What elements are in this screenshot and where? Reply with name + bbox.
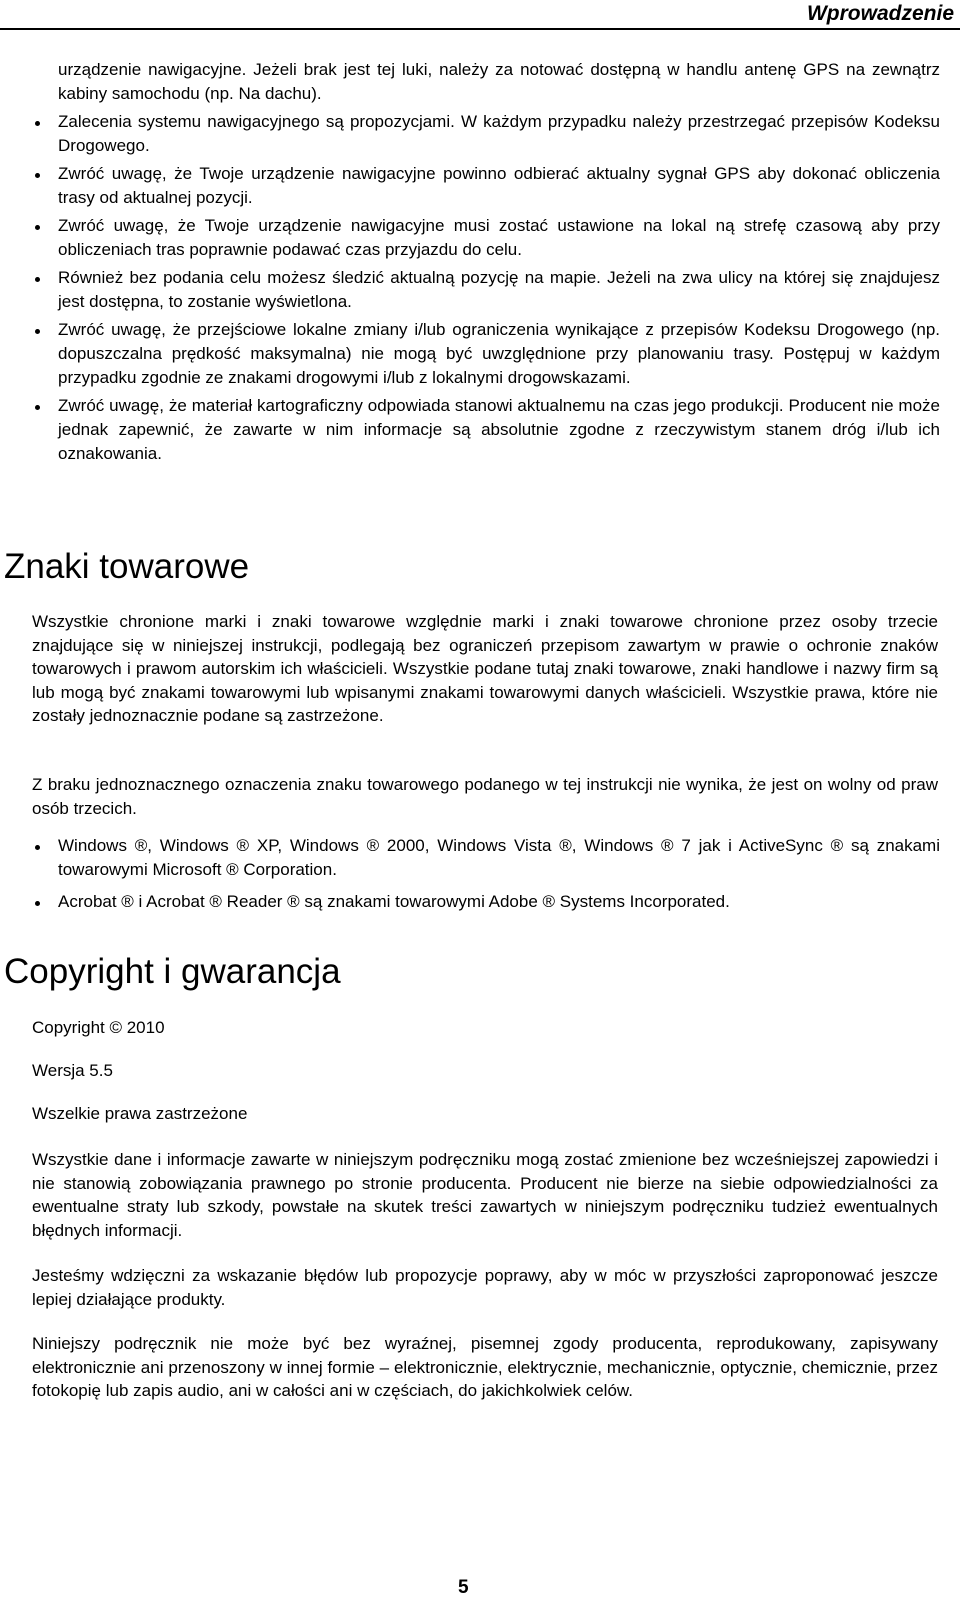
bullet-icon <box>35 845 40 850</box>
list-item <box>34 266 940 314</box>
bullet-icon <box>35 225 40 230</box>
list-item-text: Zalecenia systemu nawigacyjnego są propozycjami. W każdym przypadku należy przestrzegać przepisów Kodeksu Drogowego. <box>58 112 940 155</box>
list-item-text: Zwróć uwagę, że materiał kartograficzny odpowiada stanowi aktualnemu na czas jego produkcji. Producent nie może jednak zapewnić, że zawarte w nim informacje są absolutnie zgodne z rzeczywistym stanem dróg i/lub ich oznakowania. <box>58 396 940 463</box>
trademarks-paragraph: Wszystkie chronione marki i znaki towarowe względnie marki i znaki towarowe chronione przez osoby trzecie znajdujące się w niniejszej instrukcji, podlegają bez ograniczeń przepisom zawartym w prawie o ochronie znaków towarowych i prawom autorskim ich właścicieli. Wszystkie podane tutaj znaki towarowe, znaki handlowe i nazwy firm są lub mogą być znakami towarowymi lub wpisanymi znakami towarowymi danych właścicieli. Wszystkie prawa, które nie zostały jednoznacznie podane są zastrzeżone. <box>32 612 938 725</box>
trademarks-paragraph: Z braku jednoznacznego oznaczenia znaku towarowego podanego w tej instrukcji nie wynika, że jest on wolny od praw osób trzecich. <box>32 775 938 818</box>
top-bullet-list <box>34 58 940 470</box>
list-item-text: Również bez podania celu możesz śledzić aktualną pozycję na mapie. Jeżeli na zwa ulicy na której się znajdujesz jest dostępna, to zostanie wyświetlona. <box>58 268 940 311</box>
list-item-text: Zwróć uwagę, że Twoje urządzenie nawigacyjne musi zostać ustawione na lokal ną strefę czasową aby przy obliczeniach tras poprawnie podawać czas przyjazdu do celu. <box>58 216 940 259</box>
list-item <box>34 58 940 106</box>
trademark-list <box>34 834 940 923</box>
trademarks-heading: Znaki towarowe <box>4 547 250 586</box>
list-item <box>34 394 940 466</box>
version-line: Wersja 5.5 <box>32 1061 113 1080</box>
copyright-heading: Copyright i gwarancja <box>4 952 341 991</box>
page-number: 5 <box>458 1577 469 1598</box>
rights-line: Wszelkie prawa zastrzeżone <box>32 1104 248 1123</box>
list-item <box>34 318 940 390</box>
list-item <box>34 214 940 262</box>
header-title: Wprowadzenie <box>806 2 954 25</box>
list-item-text: Acrobat ® i Acrobat ® Reader ® są znakami towarowymi Adobe ® Systems Incorporated. <box>58 892 730 911</box>
bullet-icon <box>35 901 40 906</box>
list-item-text: Zwróć uwagę, że Twoje urządzenie nawigacyjne powinno odbierać aktualny sygnał GPS aby dokonać obliczenia trasy od aktualnej pozycji. <box>58 164 940 207</box>
list-item <box>34 162 940 210</box>
bullet-icon <box>35 405 40 410</box>
copyright-paragraph: Niniejszy podręcznik nie może być bez wyraźnej, pisemnej zgody producenta, reprodukowany, zapisywany elektronicznie ani przenoszony w innej formie – elektronicznie, elektrycznie, mechanicznie, optycznie, chemicznie, przez fotokopię lub zapis audio, ani w całości ani w częściach, do jakichkolwiek celów. <box>32 1334 938 1400</box>
bullet-icon <box>35 121 40 126</box>
list-item-text: Windows ®, Windows ® XP, Windows ® 2000, Windows Vista ®, Windows ® 7 jak i ActiveSync ® są znakami towarowymi Microsoft ® Corporation. <box>58 836 940 879</box>
bullet-icon <box>35 277 40 282</box>
copyright-paragraph: Jesteśmy wdzięczni za wskazanie błędów lub propozycje poprawy, aby w móc w przyszłości zaproponować jeszcze lepiej działające produkty. <box>32 1266 938 1309</box>
list-item-text: Zwróć uwagę, że przejściowe lokalne zmiany i/lub ograniczenia wynikające z przepisów Kodeksu Drogowego (np. dopuszczalna prędkość maksymalna) nie mogą być uwzględnione przy planowaniu trasy. Postępuj w każdym przypadku zgodnie ze znakami drogowymi i/lub z lokalnymi drogowskazami. <box>58 320 940 387</box>
list-item <box>34 890 940 914</box>
list-item <box>34 834 940 881</box>
header-rule <box>0 28 960 30</box>
copyright-paragraph: Wszystkie dane i informacje zawarte w niniejszym podręczniku mogą zostać zmienione bez wcześniejszej zapowiedzi i nie stanowią zobowiązania prawnego po stronie producenta. Producent nie bierze na siebie odpowiedzialności za ewentualne straty lub szkody, powstałe na skutek treści zawartych w niniejszym podręczniku tudzież ewentualnych błędnych informacji. <box>32 1150 938 1240</box>
copyright-line: Copyright © 2010 <box>32 1018 165 1037</box>
bullet-icon <box>35 329 40 334</box>
list-item-text: urządzenie nawigacyjne. Jeżeli brak jest tej luki, należy za notować dostępną w handlu antenę GPS na zewnątrz kabiny samochodu (np. Na dachu). <box>58 60 940 103</box>
list-item <box>34 110 940 158</box>
bullet-icon <box>35 173 40 178</box>
